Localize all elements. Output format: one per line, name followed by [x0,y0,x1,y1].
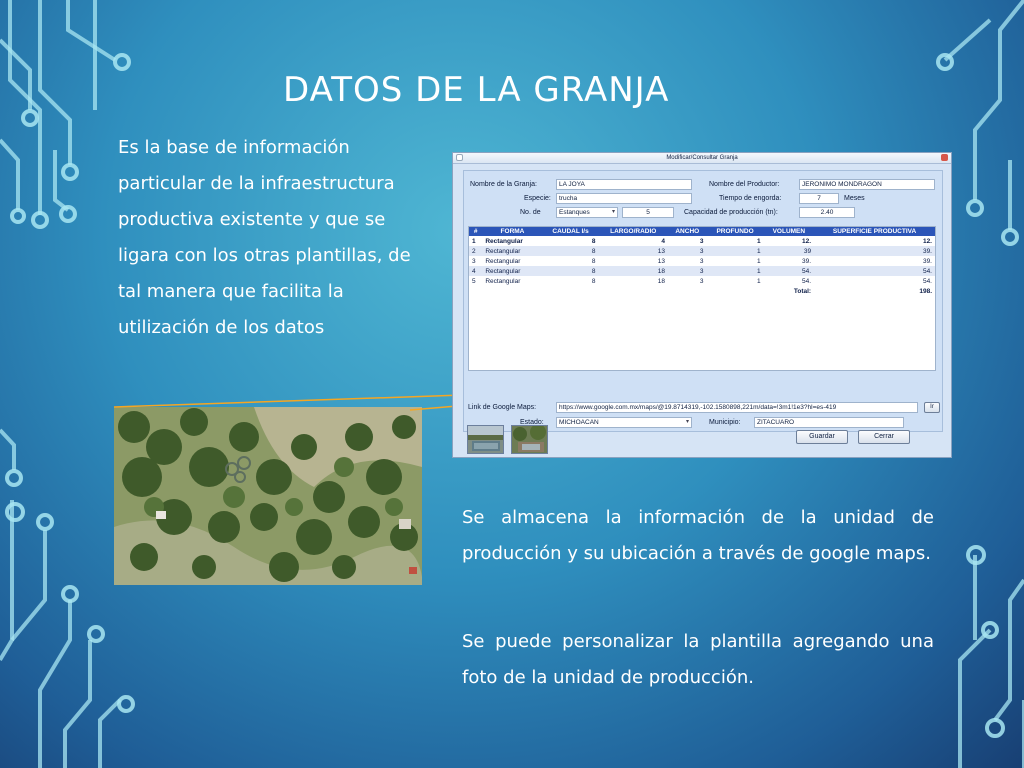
col-header[interactable]: PROFUNDO [707,227,764,236]
col-header[interactable]: # [469,227,482,236]
table-cell: 8 [591,237,596,245]
table-cell: 1 [472,237,476,245]
storage-paragraph: Se almacena la información de la unidad de producción y su ubicación a través de google maps. [462,507,934,564]
farm-photo-thumbnail[interactable] [467,425,504,454]
window-titlebar [453,153,951,164]
species-label: Especie: [524,195,551,202]
table-cell: 3 [699,257,704,265]
fattening-time-label: Tiempo de engorda: [719,195,782,202]
table-header-row [469,227,935,236]
months-label: Meses [844,195,865,202]
table-cell: 39. [802,257,812,265]
municipality-label: Municipio: [709,419,741,426]
table-cell: 1 [707,246,764,256]
table-cell: 3 [668,246,707,256]
photo-paragraph: Se puede personalizar la plantilla agregando una foto de la unidad de producción. [462,631,934,688]
table-cell: 13 [598,246,668,256]
col-header[interactable]: SUPERFICIE PRODUCTIVA [814,227,935,236]
total-value: 198. [919,287,932,295]
table-cell: 3 [472,257,476,265]
municipality-field[interactable]: ZITACUARO [754,417,904,428]
save-button[interactable]: Guardar [796,430,848,444]
table-cell: 1 [707,266,764,276]
go-button[interactable]: Ir [924,402,940,413]
col-header[interactable]: LARGO/RADIO [598,227,668,236]
table-cell: 12. [922,237,932,245]
table-cell: 4 [469,266,482,276]
table-cell: 1 [756,277,761,285]
state-label: Estado: [520,419,544,426]
table-cell: 2 [469,246,482,256]
table-cell: 18 [657,277,666,285]
maps-link-label: Link de Google Maps: [468,404,537,411]
table-cell: 8 [543,266,599,276]
table-cell: 39 [764,246,815,256]
unit-type-select[interactable] [556,207,618,218]
table-cell: 12. [802,237,812,245]
producer-name-label: Nombre del Productor: [709,181,780,188]
capacity-field[interactable]: 2.40 [799,207,855,218]
window-title: Modificar/Consultar Granja [666,155,738,161]
close-icon[interactable] [941,154,948,161]
table-cell: 3 [699,277,704,285]
table-row[interactable] [469,266,935,276]
state-select[interactable] [556,417,692,428]
table-cell: Rectangular [485,277,521,285]
species-field[interactable]: trucha [556,193,692,204]
col-header[interactable]: CAUDAL l/s [543,227,599,236]
table-row[interactable] [469,276,935,286]
count-of-label: No. de [520,209,541,216]
total-label: Total: [793,287,812,295]
farm-form-window [452,152,952,458]
table-cell: 54. [764,266,815,276]
unit-count-field[interactable]: 5 [622,207,674,218]
unit-type-value: Estanques [559,209,590,216]
table-cell: 8 [591,257,596,265]
close-button[interactable]: Cerrar [858,430,910,444]
producer-name-field[interactable]: JERONIMO MONDRAGON [799,179,935,190]
farm-name-field[interactable]: LA JOYA [556,179,692,190]
form-panel [463,170,943,432]
table-cell: 8 [543,246,599,256]
table-cell: 54. [814,266,935,276]
table-cell: 8 [591,277,596,285]
table-cell: 1 [756,237,761,245]
table-cell: 54. [802,277,812,285]
table-row[interactable] [469,256,935,266]
table-row[interactable] [469,246,935,256]
ponds-table [468,226,936,371]
table-cell: 39. [922,257,932,265]
capacity-label: Capacidad de producción (tn): [684,209,778,216]
table-cell: 3 [699,237,704,245]
col-header[interactable]: FORMA [482,227,542,236]
intro-paragraph: Es la base de información particular de la infraestructura productiva existente y que se ligara con los otras plantillas, de tal manera que facilita la utilización de los datos [118,137,411,338]
table-total-row [469,286,935,296]
state-value: MICHOACAN [559,419,599,426]
maps-link-field[interactable]: https://www.google.com.mx/maps/@19.8714319,-102.1580898,221m/data=!3m1!1e3?hl=es-419 [556,402,918,413]
table-cell: Rectangular [485,237,523,245]
table-cell: 5 [472,277,476,285]
table-row[interactable] [469,236,935,246]
farm-photo-thumbnail-2[interactable] [511,425,548,454]
farm-name-label: Nombre de la Granja: [470,181,537,188]
col-header[interactable]: ANCHO [668,227,707,236]
table-cell: 13 [657,257,666,265]
col-header[interactable]: VOLUMEN [764,227,815,236]
table-cell: 54. [922,277,932,285]
table-cell: 1 [756,257,761,265]
table-cell: Rectangular [482,246,542,256]
window-menu-icon[interactable] [456,154,463,161]
slide-title: DATOS DE LA GRANJA [283,70,670,110]
fattening-time-field[interactable]: 7 [799,193,839,204]
table-cell: 3 [668,266,707,276]
table-cell: Rectangular [482,266,542,276]
table-cell: 4 [661,237,666,245]
table-cell: 18 [598,266,668,276]
table-cell: 39. [814,246,935,256]
table-cell: Rectangular [485,257,521,265]
